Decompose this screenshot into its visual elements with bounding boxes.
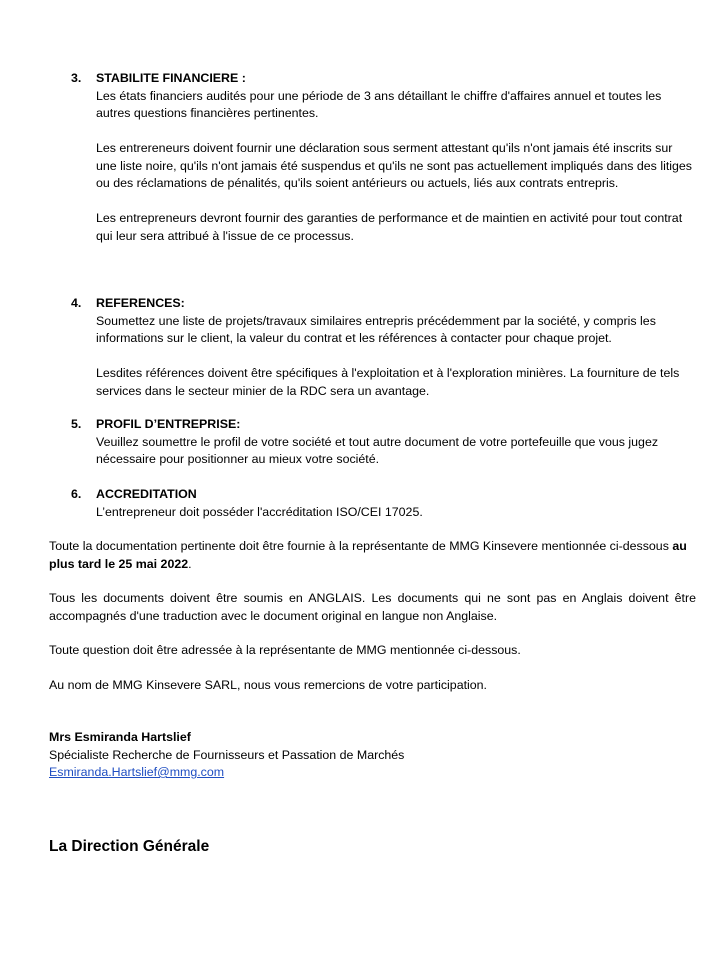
section-heading: PROFIL D’ENTREPRISE: bbox=[96, 417, 241, 431]
thanks-paragraph: Au nom de MMG Kinsevere SARL, nous vous remercions de votre participation. bbox=[49, 678, 488, 692]
section-paragraph: Les entrereneurs doivent fournir une déclaration sous serment attestant qu'ils n'ont jamais été inscrits sur une liste noire, qu'ils n'ont jamais été suspendus et qu'ils ne sont pas actuellement impliqués dans des litiges ou des réclamations de pénalités, qu'ils soient antérieurs ou actuels, liés aux contrats entrepris. bbox=[96, 141, 692, 190]
documentation-deadline-paragraph bbox=[49, 538, 696, 573]
section-paragraph: Les entrepreneurs devront fournir des garanties de performance et de maintien en activité pour tout contrat qui leur sera attribué à l'issue de ce processus. bbox=[96, 211, 683, 243]
signatory-name: Mrs Esmiranda Hartslief bbox=[49, 730, 191, 744]
signatory-title: Spécialiste Recherche de Fournisseurs et Passation de Marchés bbox=[49, 747, 405, 762]
section-number: 3. bbox=[71, 71, 82, 85]
questions-paragraph: Toute question doit être adressée à la représentante de MMG mentionnée ci-dessous. bbox=[49, 643, 521, 657]
section-paragraph: L’entrepreneur doit posséder l'accréditation ISO/CEI 17025. bbox=[96, 504, 423, 519]
section-paragraph: Lesdites références doivent être spécifiques à l'exploitation et à l'exploration minières. La fourniture de tels services dans le secteur minier de la RDC sera un avantage. bbox=[96, 366, 680, 398]
section-number: 4. bbox=[71, 296, 82, 310]
deadline-date: au plus tard le 25 mai 2022 bbox=[49, 539, 687, 571]
deadline-text: Toute la documentation pertinente doit être fournie à la représentante de MMG Kinsevere mentionnée ci-dessous bbox=[49, 539, 673, 553]
email-link[interactable]: Esmiranda.Hartslief@mmg.com bbox=[49, 765, 225, 779]
section-paragraph: Les états financiers audités pour une période de 3 ans détaillant le chiffre d'affaires annuel et toutes les autres questions financières pertinentes. bbox=[96, 88, 662, 120]
section-paragraph: Soumettez une liste de projets/travaux similaires entrepris précédemment par la société, y compris les informations sur le client, la valeur du contrat et les références à contacter pour chaque projet. bbox=[96, 313, 656, 345]
signature-block bbox=[49, 729, 696, 782]
section-heading: REFERENCES: bbox=[96, 296, 185, 310]
section-number: 6. bbox=[71, 487, 82, 501]
section-heading: STABILITE FINANCIERE : bbox=[96, 71, 246, 85]
department-heading: La Direction Générale bbox=[49, 838, 210, 855]
section-number: 5. bbox=[71, 417, 82, 431]
section-heading: ACCREDITATION bbox=[96, 487, 197, 501]
language-requirement-paragraph: Tous les documents doivent être soumis en ANGLAIS. Les documents qui ne sont pas en Anglais doivent être accompagnés d'une traduction avec le document original en langue non Anglaise. bbox=[49, 591, 696, 623]
deadline-suffix: . bbox=[188, 556, 192, 571]
section-paragraph: Veuillez soumettre le profil de votre société et tout autre document de votre portefeuille que vous jugez nécessaire pour positionner au mieux votre société. bbox=[96, 434, 659, 466]
